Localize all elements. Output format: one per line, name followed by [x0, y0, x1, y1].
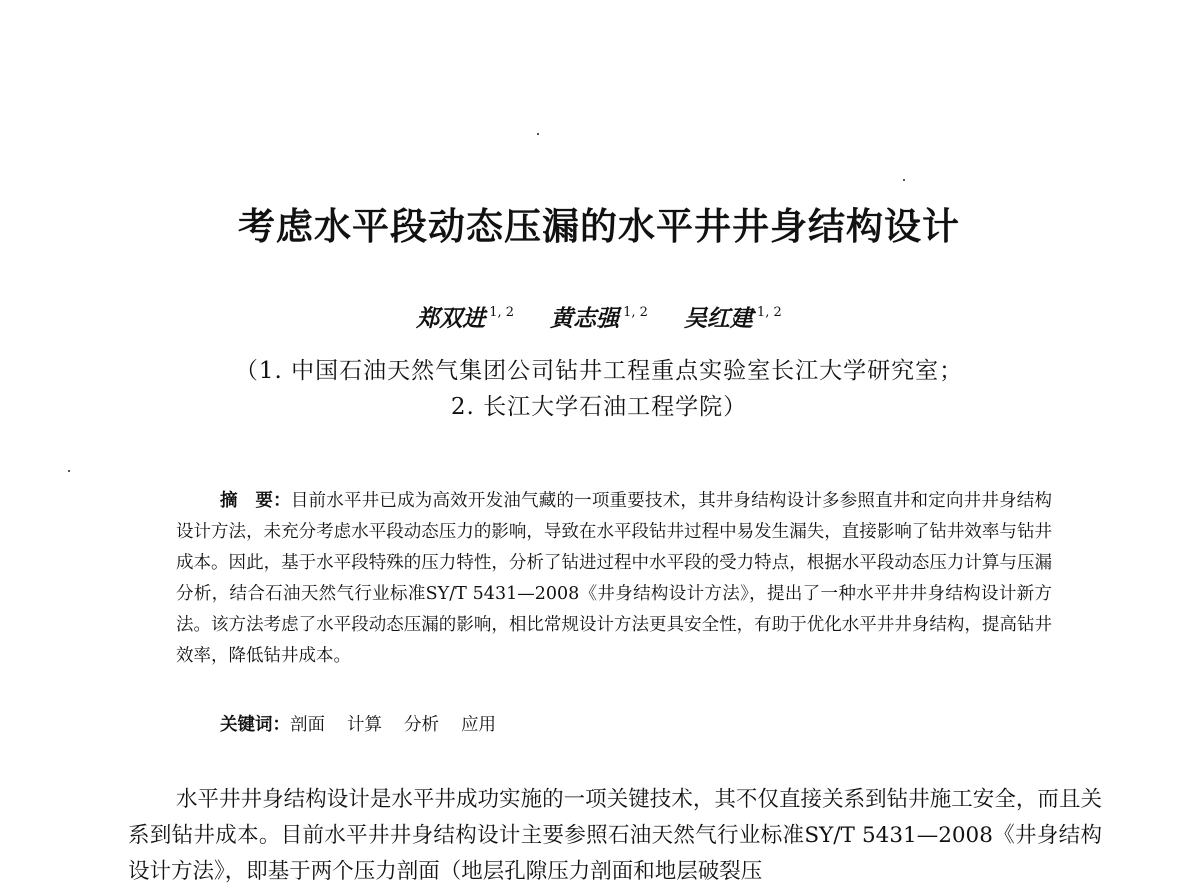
author-affiliation-mark: 1, 2: [489, 305, 515, 320]
keyword: 分析: [404, 715, 439, 735]
author: [550, 300, 648, 333]
author-name: 黄志强: [550, 305, 620, 332]
author: [684, 300, 782, 333]
body-paragraph: 水平井井身结构设计是水平井成功实施的一项关键技术，其不仅直接关系到钻井施工安全，而且关系到钻井成本。目前水平井井身结构设计主要参照石油天然气行业标准SY/T 5431—2008《井身结构设计方法》，即基于两个压力剖面（地层孔隙压力剖面和地层破裂压: [128, 787, 1102, 884]
keywords-label: 关键词：: [220, 715, 290, 735]
keywords: [220, 711, 518, 736]
author: [416, 300, 514, 333]
author-name: 吴红建: [683, 305, 753, 332]
keyword: 计算: [347, 715, 382, 735]
author-name: 郑双进: [416, 305, 486, 332]
keyword: 剖面: [290, 715, 325, 735]
abstract: [176, 486, 1052, 672]
author-affiliation-mark: 1, 2: [623, 305, 648, 320]
keyword: 应用: [461, 715, 496, 735]
affiliation-line: 2. 长江大学石油工程学院）: [450, 394, 748, 420]
author-list: [0, 300, 1198, 333]
affiliation-line: （1. 中国石油天然气集团公司钻井工程重点实验室长江大学研究室；: [234, 358, 964, 384]
paper-title: 考虑水平段动态压漏的水平井井身结构设计: [238, 205, 960, 248]
abstract-text: 目前水平井已成为高效开发油气藏的一项重要技术，其井身结构设计多参照直井和定向井井身结构设计方法，未充分考虑水平段动态压力的影响，导致在水平段钻井过程中易发生漏失，直接影响了钻井效率与钻井成本。因此，基于水平段特殊的压力特性，分析了钻进过程中水平段的受力特点，根据水平段动态压力计算与压漏分析，结合石油天然气行业标准SY/T 5431—2008《井身结构设计方法》，提出了一种水平井井身结构设计新方法。该方法考虑了水平段动态压漏的影响，相比常规设计方法更具安全性，有助于优化水平井井身结构，提高钻井效率，降低钻井成本。: [176, 491, 1052, 666]
abstract-label: 摘 要：: [220, 491, 291, 511]
author-affiliation-mark: 1, 2: [756, 305, 782, 320]
scan-speck: [537, 133, 539, 135]
scan-speck: [68, 470, 70, 472]
scan-speck: [903, 179, 905, 181]
